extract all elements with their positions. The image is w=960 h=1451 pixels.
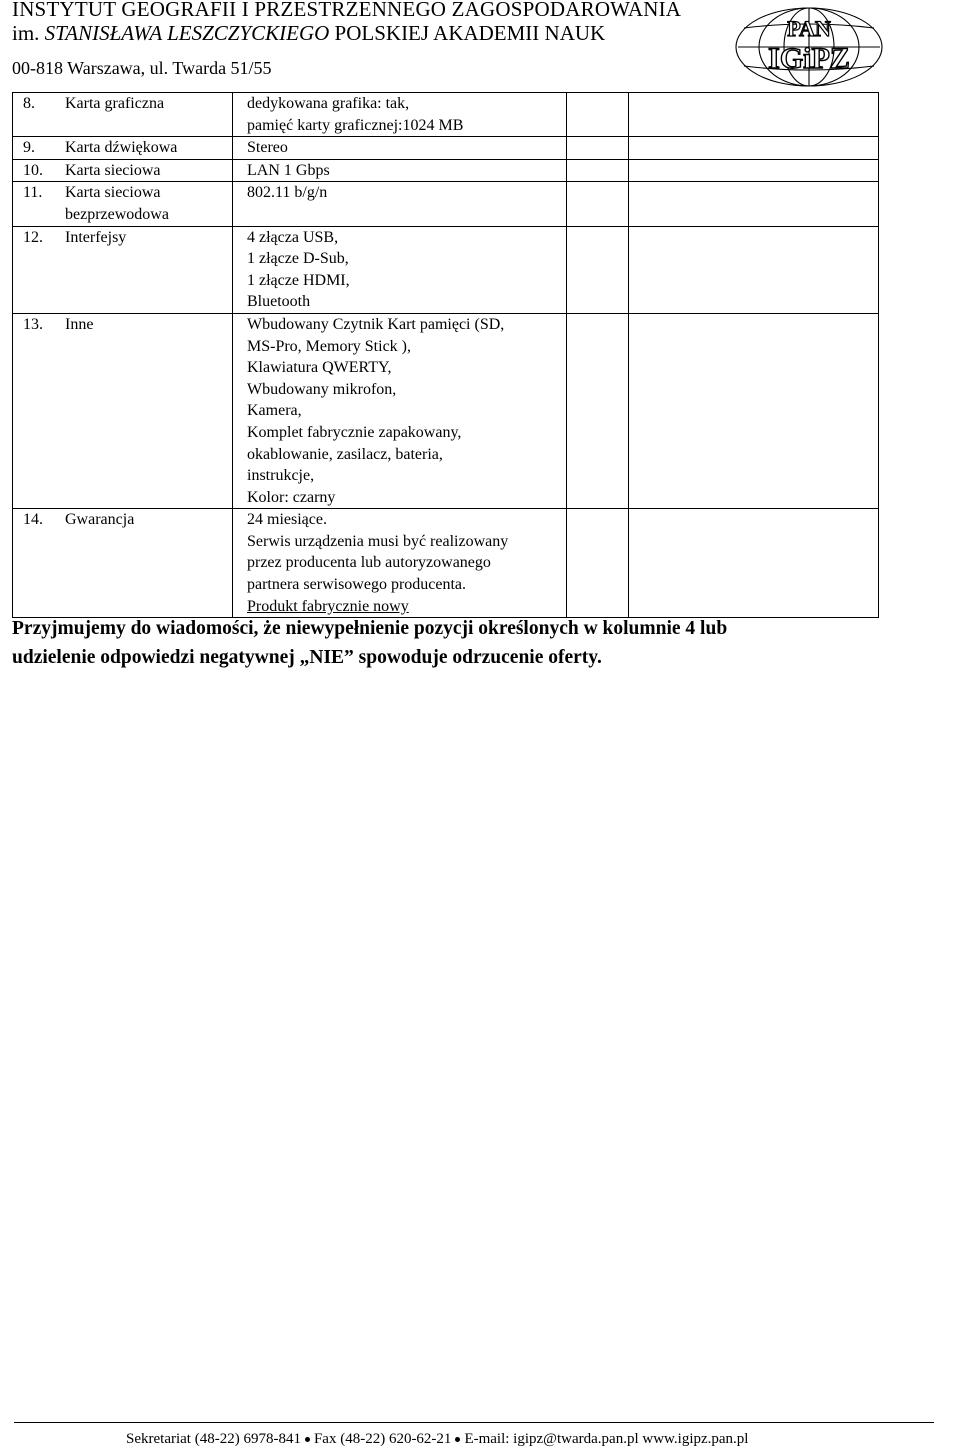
spec-value-line: Wbudowany mikrofon, — [247, 380, 397, 398]
spec-name-cell — [13, 313, 233, 508]
row-number: 9. — [23, 139, 35, 157]
spec-value-line: pamięć karty graficznej:1024 MB — [247, 116, 464, 134]
compliance-cell — [567, 93, 629, 137]
footer — [126, 1430, 748, 1448]
patron-prefix: im. — [12, 21, 40, 45]
spec-value-cell — [233, 182, 567, 226]
spec-value-line: instrukcje, — [247, 467, 315, 485]
institute-address: 00-818 Warszawa, ul. Twarda 51/55 — [12, 58, 272, 78]
notice-line-1: Przyjmujemy do wiadomości, że niewypełnienie pozycji określonych w kolumnie 4 lub — [12, 618, 728, 639]
offered-params-cell — [629, 93, 879, 137]
spec-value-line: 4 złącza USB, — [247, 228, 339, 246]
spec-value-line: Komplet fabrycznie zapakowany, — [247, 423, 462, 441]
spec-name-cell — [13, 182, 233, 226]
table-row — [13, 93, 879, 137]
row-number: 8. — [23, 95, 35, 112]
spec-value-line: Kamera, — [247, 402, 302, 420]
spec-name-line — [13, 227, 232, 249]
table-row — [13, 509, 879, 618]
row-number: 11. — [23, 184, 43, 202]
table-row — [13, 182, 879, 226]
spec-name-continuation: bezprzewodowa — [65, 205, 169, 223]
spec-value-line: Serwis urządzenia musi być realizowany — [247, 532, 509, 550]
row-number: 13. — [23, 315, 43, 333]
spec-value-line: LAN 1 Gbps — [247, 161, 330, 179]
spec-name-line — [13, 160, 232, 182]
row-number: 10. — [23, 161, 43, 179]
spec-name-cell — [13, 226, 233, 313]
spec-value-cell — [233, 93, 567, 137]
logo-igipz-text: IGiPZ — [768, 42, 850, 75]
table-row — [13, 137, 879, 160]
spec-value-line: Stereo — [247, 139, 288, 157]
spec-name-cell — [13, 509, 233, 618]
spec-value-line: przez producenta lub autoryzowanego — [247, 554, 491, 572]
compliance-cell — [567, 137, 629, 160]
spec-name: Inne — [65, 315, 94, 333]
footer-rule — [14, 1422, 934, 1423]
bullet-icon — [455, 1437, 460, 1442]
spec-value-line: 24 miesiące. — [247, 511, 327, 529]
spec-table-body — [13, 93, 879, 618]
igipz-logo — [734, 6, 884, 88]
spec-value-cell — [233, 226, 567, 313]
spec-name-cell — [13, 137, 233, 160]
spec-value-line: dedykowana grafika: tak, — [247, 95, 410, 112]
spec-value-cell — [233, 509, 567, 618]
institute-patron — [12, 22, 605, 44]
spec-value-line: partnera serwisowego producenta. — [247, 576, 467, 594]
spec-name: Gwarancja — [65, 511, 135, 529]
spec-table — [12, 92, 879, 618]
spec-value-line: Bluetooth — [247, 293, 311, 311]
offered-params-cell — [629, 509, 879, 618]
notice-line-2: udzielenie odpowiedzi negatywnej „NIE” spowoduje odrzucenie oferty. — [12, 647, 602, 668]
spec-name: Karta graficzna — [65, 95, 165, 112]
logo-pan-text: PAN — [787, 16, 831, 41]
table-row — [13, 226, 879, 313]
offered-params-cell — [629, 159, 879, 182]
row-number: 14. — [23, 511, 43, 529]
row-number: 12. — [23, 228, 43, 246]
bullet-icon — [305, 1437, 310, 1442]
spec-name-line — [13, 93, 232, 115]
spec-value-line: Wbudowany Czytnik Kart pamięci (SD, — [247, 315, 505, 333]
spec-value-line: 802.11 b/g/n — [247, 184, 328, 202]
spec-name-cell — [13, 159, 233, 182]
spec-value-line: Klawiatura QWERTY, — [247, 359, 392, 377]
patron-name: STANISŁAWA LESZCZYCKIEGO — [44, 21, 330, 45]
compliance-cell — [567, 182, 629, 226]
table-row — [13, 159, 879, 182]
spec-name: Karta sieciowa — [65, 161, 161, 179]
spec-name: Karta dźwiękowa — [65, 139, 178, 157]
compliance-cell — [567, 509, 629, 618]
footer-www: www.igipz.pan.pl — [642, 1431, 749, 1447]
spec-name-line — [13, 182, 232, 204]
spec-name-cell — [13, 93, 233, 137]
offered-params-cell — [629, 226, 879, 313]
spec-name-line — [13, 314, 232, 336]
compliance-cell — [567, 313, 629, 508]
offered-params-cell — [629, 313, 879, 508]
footer-fax: Fax (48-22) 620-62-21 — [313, 1431, 452, 1447]
spec-value-line: 1 złącze HDMI, — [247, 271, 350, 289]
spec-name-line — [13, 509, 232, 531]
spec-value-line: MS-Pro, Memory Stick ), — [247, 337, 411, 355]
underlined-text: Produkt fabrycznie nowy — [247, 597, 409, 615]
spec-value-cell — [233, 137, 567, 160]
spec-value-line: 1 złącze D-Sub, — [247, 250, 349, 268]
footer-sekretariat: Sekretariat (48-22) 6978-841 — [126, 1431, 301, 1447]
institute-name: INSTYTUT GEOGRAFII I PRZESTRZENNEGO ZAGOSPODAROWANIA — [12, 0, 682, 21]
spec-value-cell — [233, 313, 567, 508]
footer-email: E-mail: igipz@twarda.pan.pl — [464, 1431, 639, 1447]
compliance-cell — [567, 226, 629, 313]
offered-params-cell — [629, 137, 879, 160]
offered-params-cell — [629, 182, 879, 226]
academy-name: POLSKIEJ AKADEMII NAUK — [334, 21, 606, 45]
compliance-cell — [567, 159, 629, 182]
notice — [12, 614, 912, 672]
spec-value-line: okablowanie, zasilacz, bateria, — [247, 445, 443, 463]
spec-value-line: Kolor: czarny — [247, 488, 336, 506]
spec-name: Karta sieciowa — [65, 184, 161, 202]
spec-value-cell — [233, 159, 567, 182]
spec-name-line — [13, 137, 232, 159]
table-row — [13, 313, 879, 508]
spec-name: Interfejsy — [65, 228, 127, 246]
